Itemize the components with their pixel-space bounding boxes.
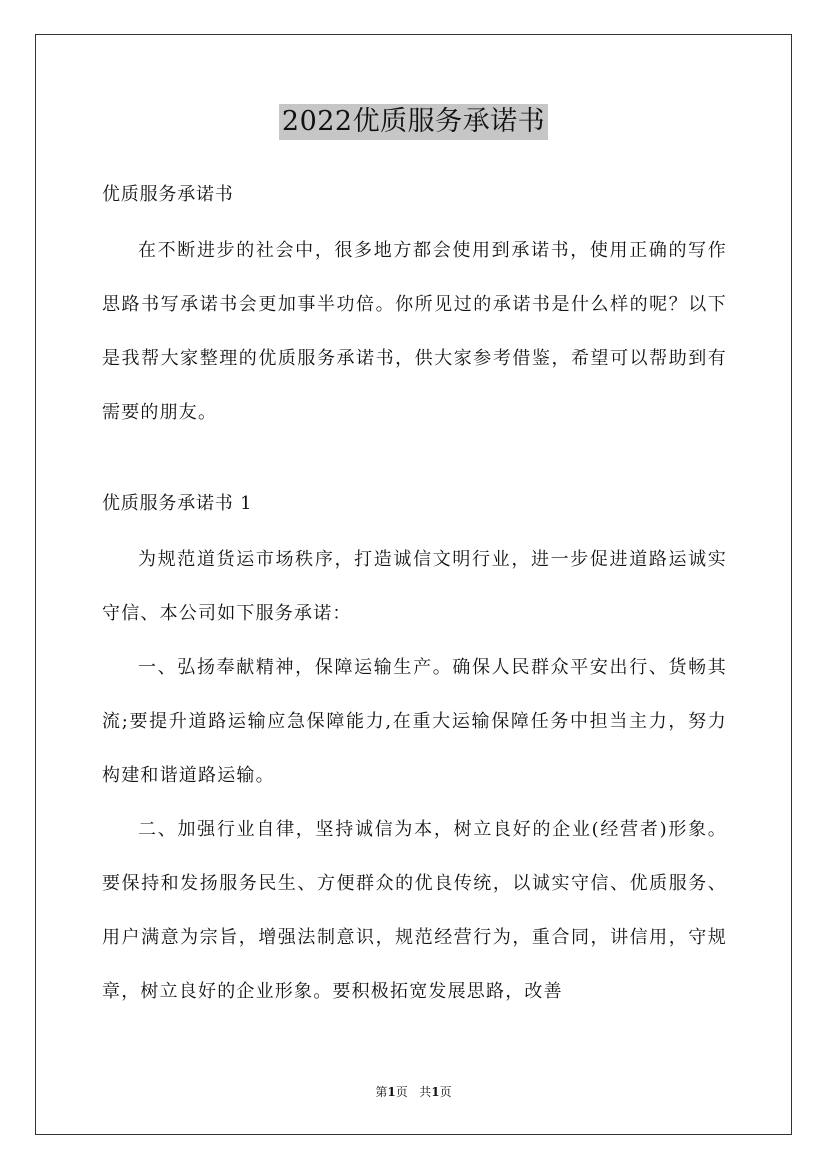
section1-paragraph-2: 一、弘扬奉献精神，保障运输生产。确保人民群众平安出行、货畅其流;要提升道路运输应急保障能力,在重大运输保障任务中担当主力，努力构建和谐道路运输。 xyxy=(102,657,727,786)
document-title: 2022优质服务承诺书 xyxy=(279,104,548,140)
section1-paragraph-1: 为规范道货运市场秩序，打造诚信文明行业，进一步促进道路运诚实守信、本公司如下服务承诺： xyxy=(102,549,727,624)
total-prefix: 共 xyxy=(419,1085,432,1099)
intro-paragraph: 在不断进步的社会中，很多地方都会使用到承诺书，使用正确的写作思路书写承诺书会更加事半功倍。你所见过的承诺书是什么样的呢？以下是我帮大家整理的优质服务承诺书，供大家参考借鉴，希望可以帮助到有需要的朋友。 xyxy=(102,240,727,423)
document-body xyxy=(102,176,727,1019)
section-heading: 优质服务承诺书 1 xyxy=(102,493,253,514)
total-suffix: 页 xyxy=(439,1085,452,1099)
total-pages: 1 xyxy=(431,1085,440,1099)
section1-paragraph-3: 二、加强行业自律，坚持诚信为本，树立良好的企业(经营者)形象。要保持和发扬服务民生、方便群众的优良传统，以诚实守信、优质服务、用户满意为宗旨，增强法制意识，规范经营行为，重合同，讲信用，守规章，树立良好的企业形象。要积极拓宽发展思路，改善 xyxy=(102,819,727,1002)
page-suffix: 页 xyxy=(395,1085,408,1099)
page-number: 1 xyxy=(387,1085,396,1099)
title-container xyxy=(0,104,827,140)
page-prefix: 第 xyxy=(375,1085,388,1099)
page-footer xyxy=(0,1083,827,1100)
subtitle: 优质服务承诺书 xyxy=(102,184,234,205)
